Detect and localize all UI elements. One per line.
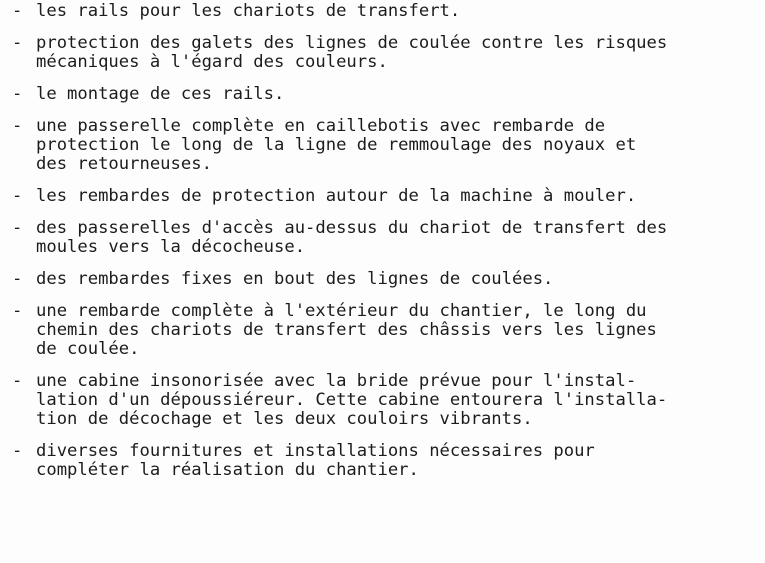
- text-line: mécaniques à l'égard des couleurs.: [36, 52, 388, 72]
- list-item-text: [36, 34, 757, 72]
- list-bullet: -: [12, 33, 23, 53]
- equipment-list: [12, 2, 757, 493]
- list-item: [12, 219, 757, 257]
- list-bullet: -: [12, 84, 23, 104]
- list-item-text: [36, 187, 757, 206]
- text-line: une passerelle complète en caillebotis avec rembarde de: [36, 116, 606, 136]
- text-line: protection le long de la ligne de remmoulage des noyaux et: [36, 135, 637, 155]
- list-item-text: [36, 372, 757, 429]
- list-item-text: [36, 2, 757, 21]
- list-bullet: -: [12, 186, 23, 206]
- text-line: le montage de ces rails.: [36, 84, 285, 104]
- text-line: les rails pour les chariots de transfert.: [36, 1, 461, 21]
- list-item: [12, 34, 757, 72]
- text-line: des passerelles d'accès au-dessus du chariot de transfert des: [36, 218, 668, 238]
- text-line: des retourneuses.: [36, 154, 212, 174]
- list-item: [12, 117, 757, 174]
- list-item-text: [36, 85, 757, 104]
- list-item: [12, 270, 757, 289]
- text-line: les rembardes de protection autour de la machine à mouler.: [36, 186, 637, 206]
- list-bullet: -: [12, 301, 23, 321]
- list-bullet: -: [12, 116, 23, 136]
- list-item-text: [36, 117, 757, 174]
- text-line: protection des galets des lignes de coulée contre les risques: [36, 33, 668, 53]
- text-line: une rembarde complète à l'extérieur du chantier, le long du: [36, 301, 647, 321]
- list-bullet: -: [12, 371, 23, 391]
- list-item: [12, 85, 757, 104]
- text-line: compléter la réalisation du chantier.: [36, 460, 419, 480]
- text-line: une cabine insonorisée avec la bride prévue pour l'instal-: [36, 371, 637, 391]
- list-item: [12, 442, 757, 480]
- text-line: moules vers la décocheuse.: [36, 237, 306, 257]
- list-item: [12, 2, 757, 21]
- list-item: [12, 302, 757, 359]
- text-line: chemin des chariots de transfert des châssis vers les lignes: [36, 320, 657, 340]
- list-item: [12, 372, 757, 429]
- list-item-text: [36, 302, 757, 359]
- list-bullet: -: [12, 218, 23, 238]
- list-bullet: -: [12, 269, 23, 289]
- list-bullet: -: [12, 441, 23, 461]
- text-line: des rembardes fixes en bout des lignes de coulées.: [36, 269, 554, 289]
- text-line: de coulée.: [36, 339, 140, 359]
- list-item: [12, 187, 757, 206]
- text-line: diverses fournitures et installations nécessaires pour: [36, 441, 595, 461]
- text-line: lation d'un dépoussiéreur. Cette cabine entourera l'installa-: [36, 390, 668, 410]
- list-item-text: [36, 219, 757, 257]
- list-item-text: [36, 442, 757, 480]
- text-line: tion de décochage et les deux couloirs vibrants.: [36, 409, 533, 429]
- list-bullet: -: [12, 1, 23, 21]
- list-item-text: [36, 270, 757, 289]
